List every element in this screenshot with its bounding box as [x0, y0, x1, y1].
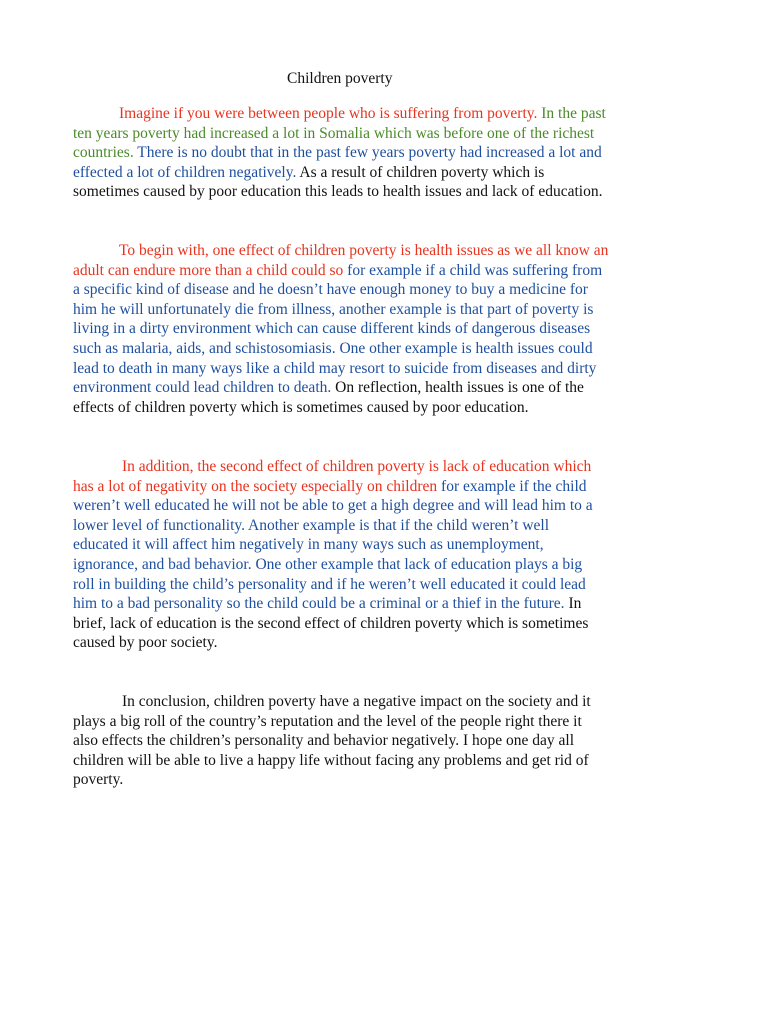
text-line	[73, 280, 695, 300]
text-run: countries.	[73, 144, 134, 162]
paragraph-introduction	[73, 104, 695, 202]
text-line	[73, 712, 695, 732]
text-line	[73, 124, 695, 144]
text-run: brief, lack of education is the second effect of children poverty which is sometimes	[73, 614, 589, 632]
text-run: poverty.	[73, 771, 124, 789]
text-line	[73, 104, 695, 124]
text-run: living in a dirty environment which can cause different kinds of dangerous diseases	[73, 320, 591, 338]
text-run: In the past	[537, 105, 606, 122]
text-run: In	[564, 595, 582, 613]
paragraph-lack-of-education	[73, 457, 695, 653]
text-line	[73, 633, 695, 653]
text-run: for example if the child	[437, 477, 587, 495]
text-line	[73, 182, 695, 202]
text-line	[73, 614, 695, 634]
text-run: plays a big roll of the country’s reputation and the level of the people right there it	[73, 712, 582, 730]
text-run: for example if a child was suffering from	[343, 261, 603, 279]
text-line	[73, 731, 695, 751]
text-run: Imagine if you were between people who is suffering from poverty.	[119, 105, 538, 122]
text-line	[73, 575, 695, 595]
text-run: educated it will affect him negatively in many ways such as unemployment,	[73, 536, 544, 554]
text-run: lower level of functionality. Another example is that if the child weren’t well	[73, 516, 550, 534]
text-line	[73, 555, 695, 575]
text-line	[73, 477, 695, 497]
text-run: effects of children poverty which is sometimes caused by poor education.	[73, 398, 529, 416]
text-run: roll in building the child’s personality and if he weren’t well educated it could lead	[73, 575, 586, 593]
text-line	[73, 398, 695, 418]
text-run: effected a lot of children negatively.	[73, 163, 297, 181]
text-run: him to a bad personality so the child could be a criminal or a thief in the future.	[73, 595, 565, 613]
text-run: has a lot of negativity on the society especially on children	[73, 477, 438, 495]
text-line	[73, 163, 695, 183]
text-run: weren’t well educated he will not be able to get a high degree and will lead him to a	[73, 497, 593, 515]
text-run: also effects the children’s personality and behavior negatively. I hope one day all	[73, 732, 574, 750]
text-run: ten years poverty had increased a lot in Somalia which was before one of the richest	[73, 124, 595, 142]
text-run: In conclusion, children poverty have a negative impact on the society and it	[122, 693, 591, 710]
text-line	[73, 535, 695, 555]
text-run: a specific kind of disease and he doesn’t have enough money to buy a medicine for	[73, 281, 588, 299]
text-run: him he will unfortunately die from illness, another example is that part of poverty is	[73, 300, 594, 318]
text-run: caused by poor society.	[73, 634, 218, 652]
text-line	[73, 143, 695, 163]
text-run: On reflection, health issues is one of the	[331, 379, 584, 397]
text-run: such as malaria, aids, and schistosomiasis. One other example is health issues could	[73, 339, 593, 357]
text-line	[73, 241, 695, 261]
text-run: As a result of children poverty which is	[296, 163, 545, 181]
paragraph-conclusion	[73, 692, 695, 790]
text-line	[73, 300, 695, 320]
text-run: To begin with, one effect of children poverty is health issues as we all know an	[119, 242, 609, 259]
text-run: ignorance, and bad behavior. One other example that lack of education plays a big	[73, 555, 583, 573]
paragraph-health-issues	[73, 241, 695, 417]
text-run: environment could lead children to death.	[73, 379, 332, 397]
text-line	[73, 496, 695, 516]
text-line	[73, 692, 695, 712]
text-line	[73, 319, 695, 339]
text-line	[73, 378, 695, 398]
text-line	[73, 516, 695, 536]
text-run: lead to death in many ways like a child may resort to suicide from diseases and dirty	[73, 359, 597, 377]
text-line	[73, 594, 695, 614]
text-line	[73, 339, 695, 359]
text-line	[73, 261, 695, 281]
text-run: adult can endure more than a child could so	[73, 261, 344, 279]
text-line	[73, 770, 695, 790]
text-run: There is no doubt that in the past few years poverty had increased a lot and	[133, 144, 602, 162]
text-line	[73, 457, 695, 477]
text-run: children will be able to live a happy life without facing any problems and get rid of	[73, 751, 589, 769]
text-line	[73, 359, 695, 379]
text-run: sometimes caused by poor education this leads to health issues and lack of education.	[73, 183, 603, 201]
document-title: Children poverty	[287, 70, 393, 87]
text-line	[73, 751, 695, 771]
text-run: In addition, the second effect of children poverty is lack of education which	[122, 458, 592, 475]
